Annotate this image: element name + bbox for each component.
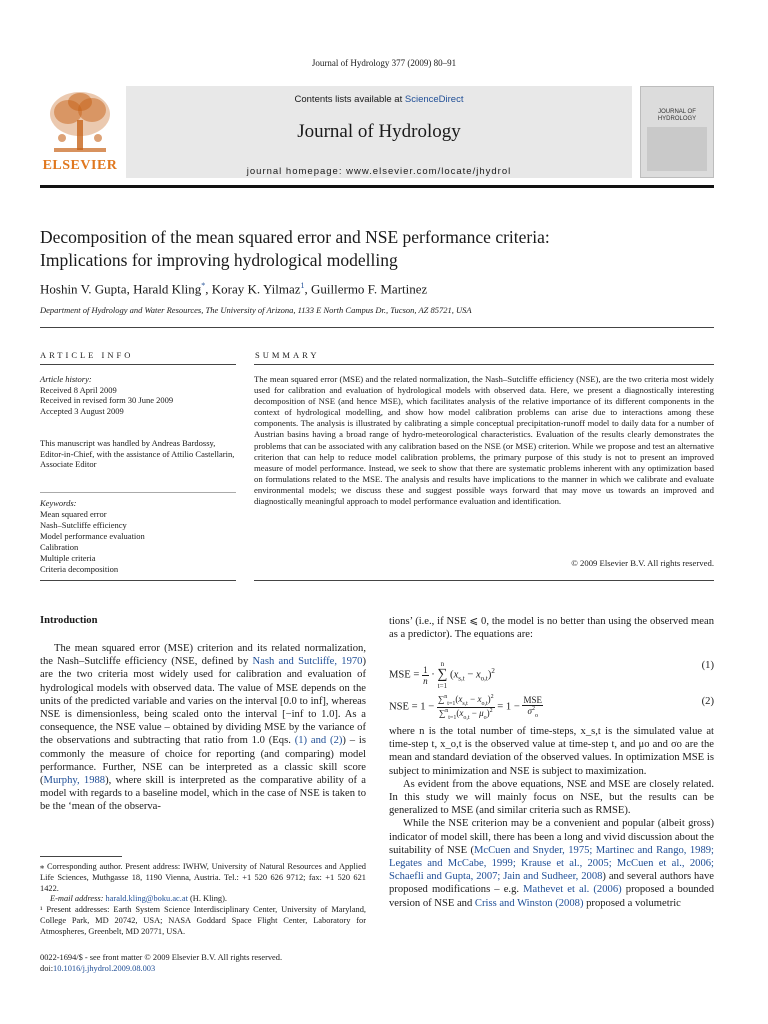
- equation-nse: [389, 686, 714, 720]
- intro-left-column: [40, 642, 366, 814]
- publisher-name: ELSEVIER: [42, 158, 118, 173]
- divider: [40, 580, 236, 581]
- keyword: Nash–Sutcliffe efficiency: [40, 520, 127, 530]
- author-list: Hoshin V. Gupta, Harald Kling*, Koray K. Yilmaz$^1$, Guillermo F. Martinez: [40, 281, 428, 297]
- keyword: Criteria decomposition: [40, 564, 119, 574]
- doi-line: [40, 963, 366, 974]
- divider: [40, 492, 236, 493]
- history-label: Article history:: [40, 374, 92, 384]
- footnote-rule: [40, 856, 122, 857]
- paper-title: [40, 226, 730, 272]
- author-name: Harald Kling: [133, 281, 202, 297]
- keyword: Model performance evaluation: [40, 531, 145, 541]
- equation-number: (2): [701, 696, 714, 707]
- history-revised: Received in revised form 30 June 2009: [40, 395, 174, 405]
- footnote-corresponding: ⁎ Corresponding author. Present address: IWHW, University of Natural Resources and Applied Life Sciences, Muthgasse 18, 1190 Vienna, Austria. Tel.: +1 520 626 9712; fax: +1 520 621 1422.: [40, 862, 366, 893]
- email-link[interactable]: harald.kling@boku.ac.at: [105, 894, 188, 904]
- citation-link[interactable]: Murphy, 1988: [43, 775, 106, 787]
- footnotes: [40, 862, 366, 938]
- right-column-body: [389, 725, 714, 910]
- text-run: While the NSE criterion may be a convenient and popular (albeit gross) indicator of model skill, there has been a long and vivid discussion about the suitability of NSE (: [389, 818, 714, 856]
- contents-line: [126, 94, 632, 105]
- equation-number: (1): [701, 660, 714, 671]
- sciencedirect-link[interactable]: ScienceDirect: [404, 94, 464, 105]
- author-name: Hoshin V. Gupta: [40, 281, 127, 297]
- journal-citation: Journal of Hydrology 377 (2009) 80–91: [311, 58, 457, 68]
- citation-link[interactable]: Criss and Winston (2008): [474, 897, 584, 909]
- email-suffix: (H. Kling).: [187, 894, 227, 904]
- journal-homepage[interactable]: journal homepage: www.elsevier.com/locate/jhydrol: [246, 166, 512, 177]
- article-info-heading: ARTICLE INFO: [40, 350, 134, 360]
- equation-link[interactable]: (1) and (2): [294, 735, 343, 747]
- author-name: Koray K. Yilmaz: [211, 281, 301, 297]
- footnote-present-address: ¹ Present addresses: Earth System Science Interdisciplinary Center, University of Maryland, College Park, MD 20742, USA; NASA Goddard Space Flight Center, Laboratory for Atmospheres, Greenbelt, MD 20771, USA.: [40, 905, 366, 936]
- text-run: proposed a volumetric: [583, 897, 681, 909]
- article-history: [40, 374, 236, 416]
- keywords-label: Keywords:: [40, 498, 77, 508]
- editor-note: This manuscript was handled by Andreas Bardossy, Editor-in-Chief, with the assistance of Attilio Castellarin, Associate Editor: [40, 438, 235, 469]
- divider: [254, 364, 714, 365]
- text-run: ) – is commonly the measure of choice for reporting (and comparing) model performance. Further, NSE can be interpreted as a classic skill score (: [40, 735, 366, 787]
- while-paragraph: [389, 817, 714, 909]
- divider: [254, 580, 714, 581]
- evident-paragraph: As evident from the above equations, NSE and MSE are closely related. In this study we will mainly focus on NSE, but the results can be generalized to MSE (and similar criteria such as RMSE).: [389, 778, 714, 817]
- header-rule: [40, 185, 714, 188]
- right-column-intro: [389, 615, 714, 641]
- journal-cover-thumbnail: [640, 86, 714, 178]
- keyword: Mean squared error: [40, 509, 107, 519]
- footnote-email: [40, 894, 366, 905]
- text-run: proposed a bounded version of NSE and: [389, 884, 715, 909]
- equation-body: NSE = 1 − $\frac{\sum^n_{t=1}(x_{s,t} - x_{o,t})^2}{\sum^n_{t=1}(x_{o,t} - \mu_o)^2}$ = 1 − $\frac{\text{MSE}}{\sigma^2_o}$: [389, 694, 542, 721]
- citation-link[interactable]: McCuen and Snyder, 1975; Martinec and Rango, 1989; Legates and McCabe, 1999; Krause et al., 2005; McCuen et al., 2006; Schaefli and Gupta, 2007; Jain and Sudheer, 2008: [389, 844, 714, 883]
- keyword: Multiple criteria: [40, 553, 96, 563]
- author-name: Guillermo F. Martinez: [311, 281, 428, 297]
- email-label: E-mail address:: [50, 894, 106, 904]
- divider: [40, 327, 714, 328]
- issn-line: 0022-1694/$ - see front matter © 2009 Elsevier B.V. All rights reserved.: [40, 953, 283, 962]
- citation-link[interactable]: Nash and Sutcliffe, 1970: [252, 656, 363, 668]
- affiliation: Department of Hydrology and Water Resources, The University of Arizona, 1133 E North Campus Dr., Tucson, AZ 85721, USA: [40, 305, 472, 315]
- intro-paragraph: [40, 642, 366, 814]
- history-accepted: Accepted 3 August 2009: [40, 405, 124, 416]
- cover-title: JOURNAL OF HYDROLOGY: [657, 109, 697, 122]
- contents-prefix: Contents lists available at: [294, 94, 405, 105]
- copyright: © 2009 Elsevier B.V. All rights reserved.: [571, 558, 714, 568]
- equation-mse: [389, 650, 714, 690]
- summary-heading: SUMMARY: [255, 350, 320, 360]
- elsevier-logo: [40, 86, 120, 178]
- cover-image: [647, 127, 707, 171]
- journal-name: Journal of Hydrology: [297, 121, 461, 142]
- text-run: ) are the two criteria most widely used for calibration and evaluation of hydrological models with observed data. The value of MSE depends on the units of the predicted variable and varies on the interval [0.0 to inf], whereas NSE is dimensionless, being scaled onto the interval [−inf to 1.0]. As a consequence, the NSE value – obtained by dividing MSE by the variance of the observations and subtracting that ratio from 1.0 (Eqs.: [40, 656, 366, 747]
- doi-label: doi:: [40, 964, 54, 974]
- keywords: [40, 498, 236, 575]
- where-paragraph: where n is the total number of time-steps, x_s,t is the simulated value at time-step t, x_o,t is the observed value at time-step t, and μo and σo are the mean and standard deviation of the observed values. In optimization MSE is subject to minimization and NSE is subject to maximization.: [389, 726, 714, 777]
- author-mark[interactable]: *: [201, 281, 206, 290]
- title-line-1: Decomposition of the mean squared error and NSE performance criteria:: [40, 227, 550, 247]
- title-line-2: Implications for improving hydrological modelling: [40, 250, 398, 270]
- text-run: The mean squared error (MSE) criterion and its related normalization, the Nash–Sutcliffe efficiency (NSE, defined by: [40, 643, 366, 668]
- citation-link[interactable]: Mathevet et al. (2006): [523, 884, 622, 896]
- divider: [40, 364, 236, 365]
- keyword: Calibration: [40, 542, 79, 552]
- introduction-heading: Introduction: [40, 615, 98, 626]
- text-run: tions’ (i.e., if NSE ⩽ 0, the model is no better than using the observed mean as a predictor). The equations are:: [389, 616, 714, 641]
- text-run: ) and several authors have proposed modifications – e.g.: [389, 871, 714, 896]
- author-mark[interactable]: 1: [300, 281, 305, 290]
- history-received: Received 8 April 2009: [40, 384, 117, 395]
- front-matter: [40, 952, 366, 975]
- equation-body: MSE = $\frac{1}{n}$ · n ∑ t=1 $(x_{s,t} - x_{o,t})^2$: [389, 660, 495, 690]
- text-run: ), where skill is interpreted as the comparative ability of a model with regards to a baseline model, which in the case of NSE is taken to be the ‘mean of the observa-: [40, 775, 366, 813]
- doi-link[interactable]: 10.1016/j.jhydrol.2009.08.003: [53, 964, 156, 974]
- summary-text: The mean squared error (MSE) and the related normalization, the Nash–Sutcliffe efficiency (NSE), are the two criteria most widely used for calibration and evaluation of hydrological models with observed data. Here, we present a diagnostically interesting decomposition of NSE (and hence MSE), which facilitates analysis of the relative importance of its different components in the context of hydrological modelling, and show how model calibration problems can arise due to interactions among these components. The analysis is illustrated by calibrating a simple conceptual precipitation-runoff model to daily data for a number of Austrian basins having a broad range of hydro-meteorological characteristics. Evaluation of the results clearly demonstrates the problems that can be associated with any calibration based on the NSE (or MSE) criterion. While we propose and test an alternative criterion that can help to reduce model calibration problems, the primary purpose of this study is not to present an improved measure of model performance. Instead, we seek to show that there are systematic problems inherent with any optimization based on formulations related to the MSE. The analysis and results have implications to the manner in which we calibrate and evaluate environmental models; we discuss these and suggest possible ways forward that may move us towards an improved and diagnostically meaningful approach to model performance evaluation and identification.: [254, 374, 714, 507]
